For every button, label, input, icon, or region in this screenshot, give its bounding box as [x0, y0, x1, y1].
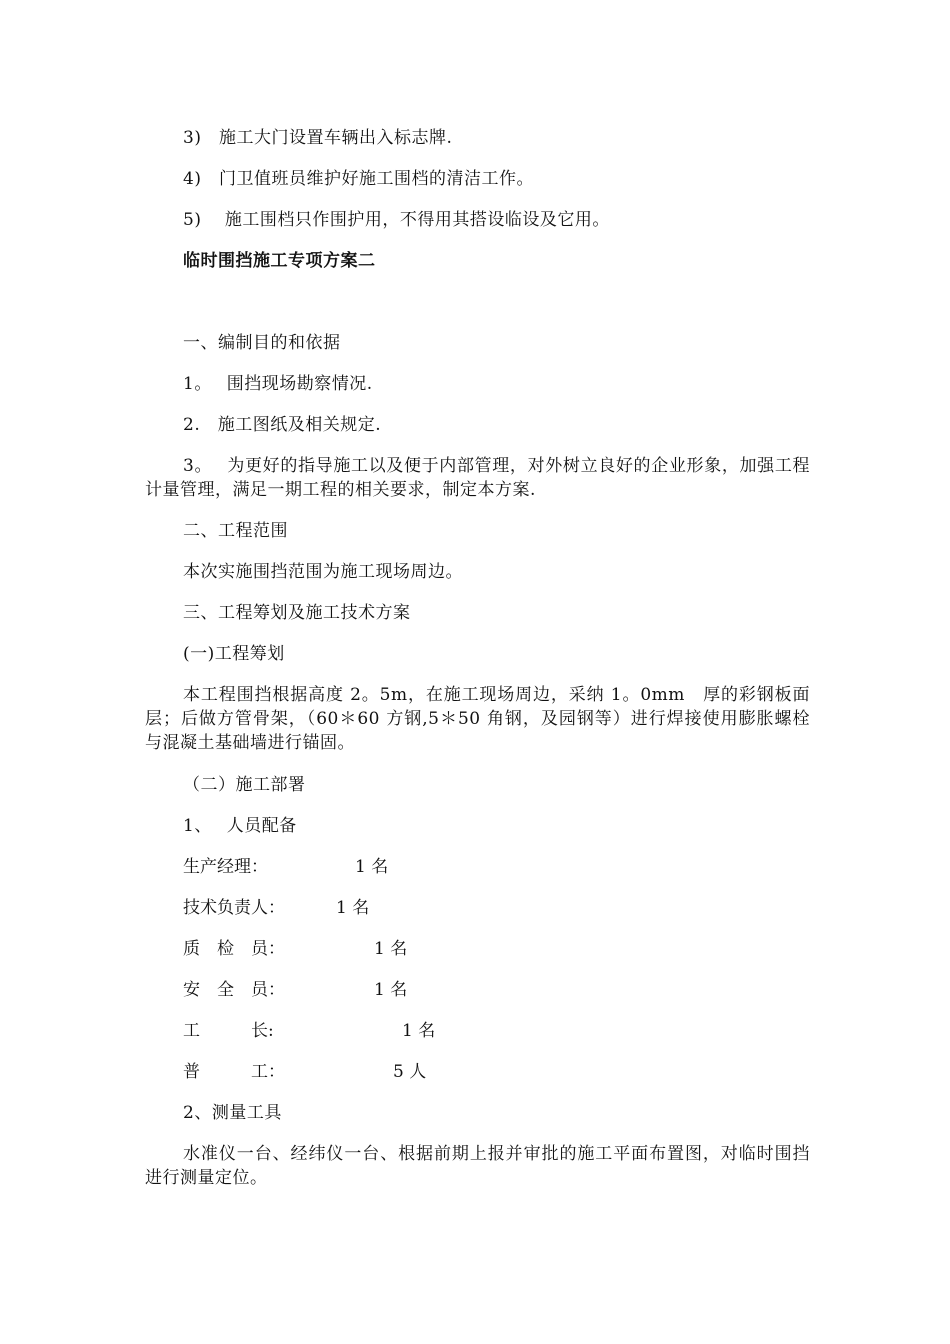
list-item-5: 5) 施工围档只作围护用，不得用其搭设临设及它用。	[183, 210, 610, 230]
list-item-4: 4) 门卫值班员维护好施工围档的清洁工作。	[183, 169, 534, 189]
staff-role: 安 全 员：	[183, 980, 285, 1000]
staff-count: 5 人	[393, 1062, 427, 1082]
staff-count: 1 名	[402, 1021, 436, 1041]
section-2-title: 二、工程范围	[183, 521, 288, 541]
staff-count: 1 名	[355, 857, 389, 877]
staff-role: 技术负责人：	[183, 898, 285, 918]
staff-role: 生产经理：	[183, 857, 268, 877]
section-1-item-3: 3。 为更好的指导施工以及便于内部管理，对外树立良好的企业形象，加强工程计量管理，满足一期工程的相关要求，制定本方案.	[145, 456, 810, 500]
section-1-item-1: 1。 围挡现场勘察情况.	[183, 374, 373, 394]
section-1-title: 一、编制目的和依据	[183, 333, 341, 353]
section-heading: 临时围挡施工专项方案二	[183, 251, 376, 271]
staff-count: 1 名	[374, 939, 408, 959]
staff-role: 质 检 员：	[183, 939, 285, 959]
tools-title: 2、测量工具	[183, 1103, 282, 1123]
staffing-title: 1、 人员配备	[183, 816, 297, 836]
tools-body: 水准仪一台、经纬仪一台、根据前期上报并审批的施工平面布置图，对临时围挡进行测量定位。	[145, 1144, 810, 1188]
section-3-sub-1-body: 本工程围挡根据高度 2。5m，在施工现场周边，采纳 1。0mm 厚的彩钢板面层；后做方管骨架，（60＊60 方钢,5＊50 角钢，及园钢等）进行焊接使用膨胀螺栓与混凝土基础墙进行锚固。	[145, 685, 810, 753]
section-3-sub-1: (一)工程筹划	[183, 644, 285, 664]
section-3-sub-2: （二）施工部署	[183, 775, 306, 795]
staff-count: 1 名	[336, 898, 370, 918]
section-3-title: 三、工程筹划及施工技术方案	[183, 603, 411, 623]
section-2-body: 本次实施围挡范围为施工现场周边。	[183, 562, 463, 582]
list-item-3: 3) 施工大门设置车辆出入标志牌.	[183, 128, 453, 148]
staff-role: 普 工：	[183, 1062, 285, 1082]
section-1-item-2: 2. 施工图纸及相关规定.	[183, 415, 382, 435]
staff-role: 工 长:	[183, 1021, 274, 1041]
staff-count: 1 名	[374, 980, 408, 1000]
